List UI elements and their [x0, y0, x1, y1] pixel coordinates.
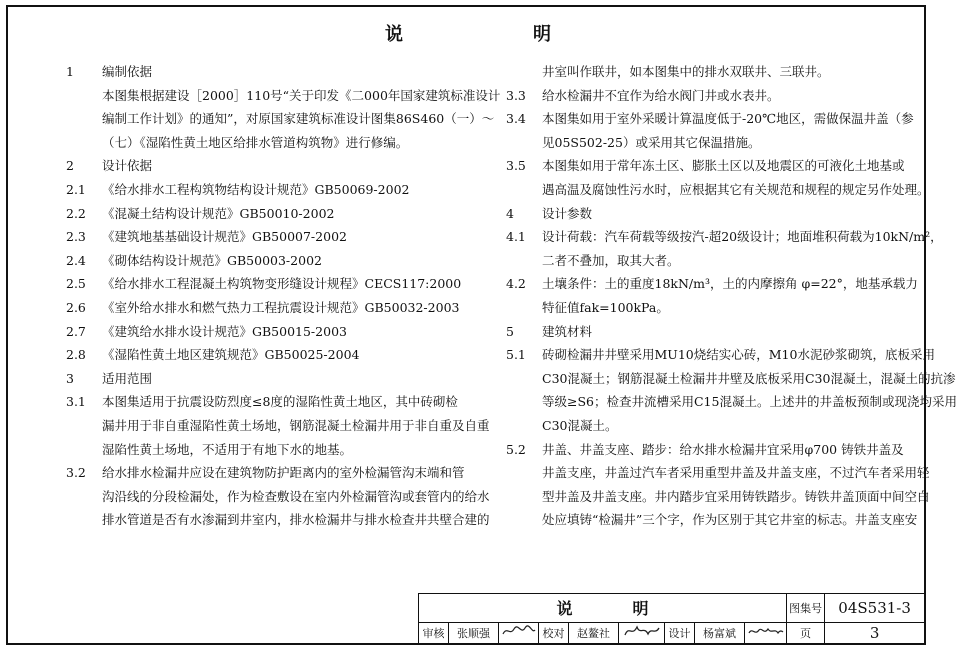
- line-text: 建筑材料: [542, 323, 593, 339]
- text-line: [506, 131, 882, 155]
- line-text: 遇高温及腐蚀性污水时，应根据其它有关规范和规程的规定另作处理。: [542, 181, 930, 197]
- line-text: 《混凝土结构设计规范》GB50010-2002: [102, 205, 335, 221]
- page-label: 页: [787, 622, 825, 643]
- line-text: 井盖支座，井盖过汽车者采用重型井盖及井盖支座，不过汽车者采用轻: [542, 465, 930, 481]
- line-text: （七）《湿陷性黄土地区给排水管道构筑物》进行修编。: [102, 134, 409, 150]
- atlas-label: 图集号: [787, 594, 825, 623]
- text-line: [506, 272, 918, 296]
- section-number: 3: [66, 370, 74, 386]
- text-line: [66, 154, 438, 178]
- text-line: [506, 461, 930, 485]
- text-line: [66, 461, 465, 485]
- section-number: 2.1: [66, 181, 86, 197]
- design-label: 设计: [665, 622, 695, 643]
- section-number: 1: [66, 64, 74, 79]
- text-line: [506, 249, 882, 273]
- section-number: 3.5: [506, 158, 526, 174]
- section-number: 5.1: [506, 347, 526, 363]
- line-text: 型井盖及井盖支座。井内踏步宜采用铸铁踏步。铸铁井盖顶面中间空白: [542, 488, 930, 504]
- section-number: 2.8: [66, 347, 86, 363]
- line-text: 《建筑地基基础设计规范》GB50007-2002: [102, 229, 347, 245]
- text-line: [66, 202, 438, 226]
- text-line: [66, 438, 438, 462]
- section-number: 4.2: [506, 276, 526, 292]
- text-line: [66, 225, 438, 249]
- line-text: 编制依据: [102, 64, 153, 79]
- text-line: [506, 367, 956, 391]
- text-line: [66, 60, 438, 84]
- section-number: 2.2: [66, 205, 86, 221]
- reviewer-name: 张顺强: [449, 622, 499, 643]
- line-text: 本图集如用于室外采暖计算温度低于-20℃地区，需做保温井盖（参: [542, 111, 914, 127]
- section-number: 4.1: [506, 229, 526, 245]
- text-line: [506, 343, 935, 367]
- section-number: 2: [66, 158, 74, 174]
- line-text: 漏井用于非自重湿陷性黄土场地，钢筋混凝土检漏井用于非自重及自重: [102, 417, 490, 433]
- section-number: 2.6: [66, 299, 86, 315]
- line-text: 《湿陷性黄土地区建筑规范》GB50025-2004: [102, 347, 360, 363]
- line-text: 《给水排水工程构筑物结构设计规范》GB50069-2002: [102, 181, 410, 197]
- line-text: 特征值fak=100kPa。: [542, 299, 669, 315]
- text-line: [66, 343, 438, 367]
- designer-signature: [745, 622, 787, 643]
- checker-name: 赵鳌社: [569, 622, 619, 643]
- text-line: [66, 508, 490, 532]
- text-line: [506, 508, 918, 532]
- line-text: C30混凝土；钢筋混凝土检漏井井壁及底板采用C30混凝土，混凝土的抗渗: [542, 370, 956, 386]
- text-line: [506, 390, 957, 414]
- line-text: 《室外给水排水和燃气热力工程抗震设计规范》GB50032-2003: [102, 299, 460, 315]
- text-line: [66, 390, 458, 414]
- text-line: [66, 178, 438, 202]
- line-text: 设计参数: [542, 205, 593, 221]
- line-text: 湿陷性黄土场地，不适用于有地下水的地基。: [102, 441, 353, 457]
- text-line: [66, 272, 462, 296]
- text-line: [506, 60, 882, 84]
- line-text: 设计依据: [102, 158, 153, 174]
- right-column: [506, 60, 957, 532]
- text-line: [66, 485, 490, 509]
- line-text: 适用范围: [102, 370, 153, 386]
- designer-name: 杨富斌: [695, 622, 745, 643]
- text-line: [66, 320, 438, 344]
- page-title: 说明: [385, 24, 681, 45]
- text-line: [506, 84, 882, 108]
- line-text: 本图集如用于常年冻土区、膨胀土区以及地震区的可液化土地基或: [542, 158, 905, 174]
- line-text: 本图集根据建设［2000］110号“关于印发《二000年国家建筑标准设计: [102, 87, 501, 103]
- line-text: 《给水排水工程混凝土构筑物变形缝设计规程》CECS117:2000: [102, 276, 462, 292]
- atlas-number: 04S531-3: [825, 594, 925, 623]
- left-column: [66, 60, 501, 532]
- review-label: 审核: [419, 622, 449, 643]
- section-number: 2.3: [66, 229, 86, 245]
- line-text: 井室叫作联井，如本图集中的排水双联井、三联井。: [542, 64, 830, 79]
- line-text: 设计荷载：汽车荷载等级按汽-超20级设计；地面堆积荷载为10kN/m²，: [542, 229, 943, 245]
- text-line: [66, 414, 490, 438]
- text-line: [66, 249, 438, 273]
- checker-signature: [619, 622, 665, 643]
- section-number: 5: [506, 323, 514, 339]
- text-line: [66, 84, 501, 108]
- line-text: 给水排水检漏井应设在建筑物防护距离内的室外检漏管沟末端和管: [102, 465, 465, 481]
- check-label: 校对: [539, 622, 569, 643]
- line-text: 编制工作计划》的通知”，对原国家建筑标准设计图集86S460（一）～: [102, 111, 495, 127]
- line-text: 《砌体结构设计规范》GB50003-2002: [102, 252, 322, 268]
- text-line: [506, 438, 904, 462]
- text-line: [506, 202, 882, 226]
- line-text: 给水检漏井不宜作为给水阀门井或水表井。: [542, 87, 780, 103]
- line-text: 井盖、井盖支座、踏步：给水排水检漏井宜采用φ700 铸铁井盖及: [542, 441, 904, 457]
- section-number: 3.1: [66, 394, 86, 410]
- text-line: [66, 367, 438, 391]
- reviewer-signature: [499, 622, 539, 643]
- line-text: 见05S502-25）或采用其它保温措施。: [542, 134, 761, 150]
- title-block: [418, 593, 925, 644]
- section-number: 3.2: [66, 465, 86, 481]
- text-line: [506, 178, 930, 202]
- section-number: 2.5: [66, 276, 86, 292]
- text-line: [506, 154, 905, 178]
- line-text: 二者不叠加，取其大者。: [542, 252, 680, 268]
- page-number: 3: [825, 622, 925, 643]
- text-line: [506, 107, 914, 131]
- section-number: 2.4: [66, 252, 86, 268]
- line-text: 土壤条件：土的重度18kN/m³，土的内摩擦角 φ=22°，地基承载力: [542, 276, 918, 292]
- text-line: [506, 414, 882, 438]
- section-number: 3.3: [506, 87, 526, 103]
- text-line: [506, 296, 882, 320]
- text-line: [66, 107, 495, 131]
- line-text: 等级≥S6；检查井流槽采用C15混凝土。上述井的井盖板预制或现浇均采用: [542, 394, 957, 410]
- text-line: [506, 485, 930, 509]
- line-text: 《建筑给水排水设计规范》GB50015-2003: [102, 323, 347, 339]
- line-text: 排水管道是否有水渗漏到井室内，排水检漏井与排水检查井共壁合建的: [102, 512, 490, 528]
- line-text: 沟沿线的分段检漏处，作为检查敷设在室内外检漏管沟或套管内的给水: [102, 488, 490, 504]
- text-line: [66, 131, 438, 155]
- section-number: 4: [506, 205, 514, 221]
- section-number: 5.2: [506, 441, 526, 457]
- line-text: C30混凝土。: [542, 417, 618, 433]
- section-number: 2.7: [66, 323, 86, 339]
- text-line: [66, 296, 460, 320]
- title-block-name: 说明: [419, 594, 787, 623]
- line-text: 处应填铸“检漏井”三个字，作为区别于其它井室的标志。井盖支座安: [542, 512, 918, 528]
- section-number: 3.4: [506, 111, 526, 127]
- line-text: 砖砌检漏井井壁采用MU10烧结实心砖，M10水泥砂浆砌筑，底板采用: [542, 347, 935, 363]
- text-line: [506, 320, 882, 344]
- text-line: [506, 225, 943, 249]
- line-text: 本图集适用于抗震设防烈度≤8度的湿陷性黄土地区，其中砖砌检: [102, 394, 458, 410]
